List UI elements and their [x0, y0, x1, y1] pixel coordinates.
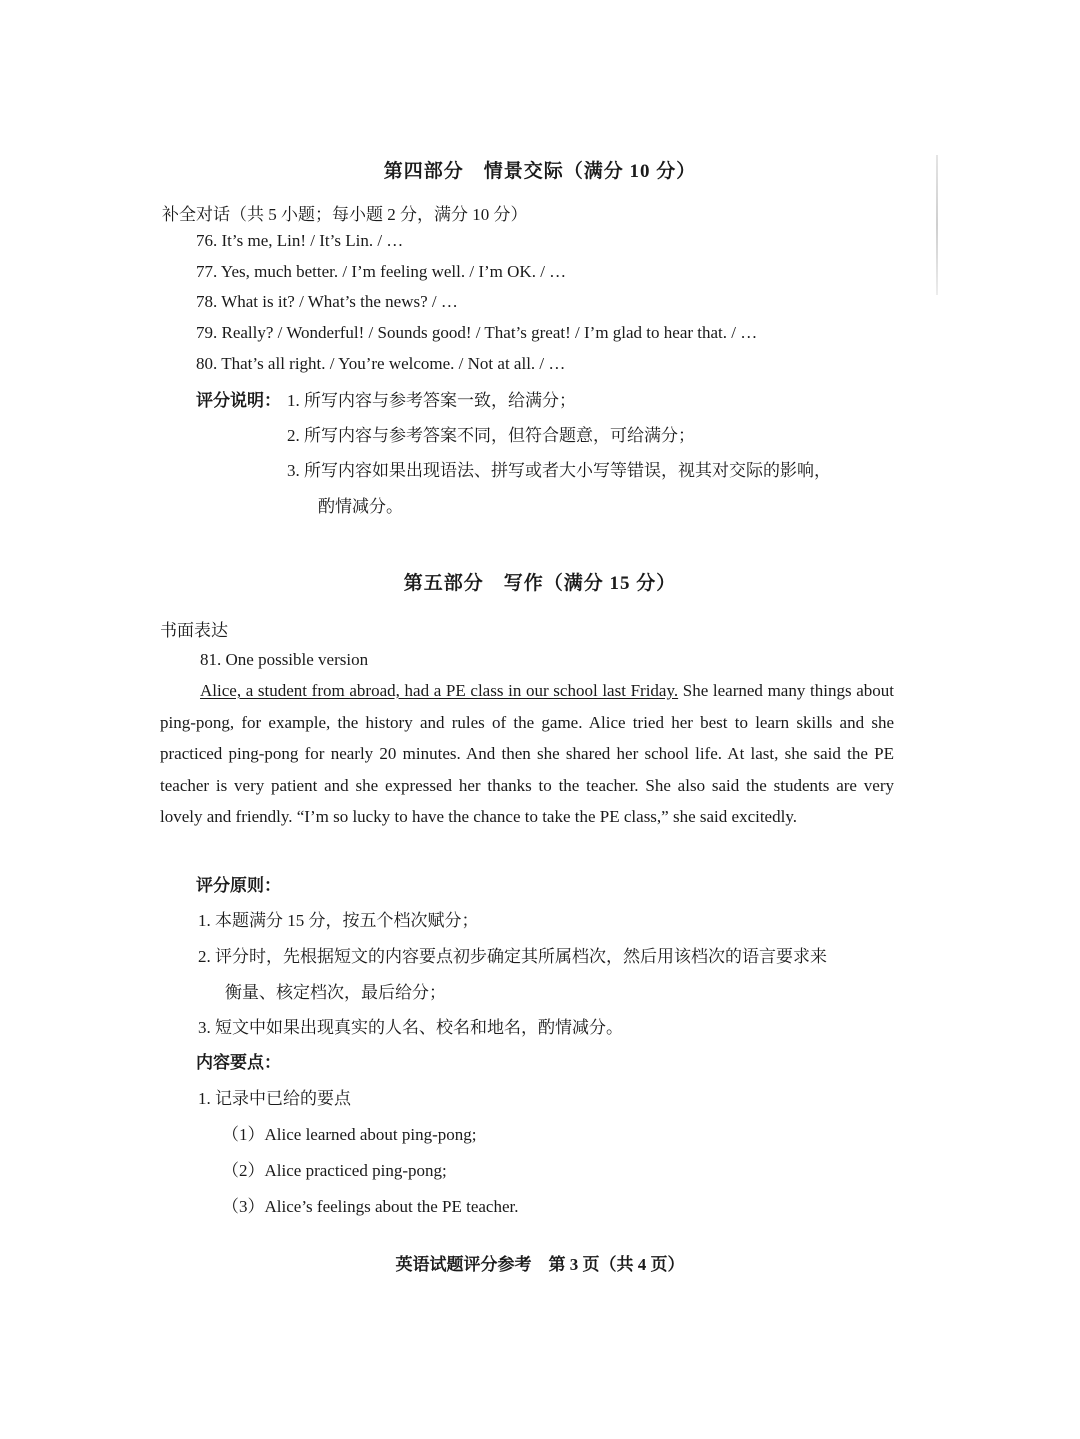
answer-79: 79. Really? / Wonderful! / Sounds good! / That’s great! / I’m glad to hear that. / … [196, 323, 758, 342]
part5-subtitle: 书面表达 [160, 621, 228, 640]
part4-title: 第四部分 情景交际（满分 10 分） [383, 161, 697, 182]
essay-underlined-sentence: Alice, a student from abroad, had a PE class in our school last Friday. [200, 681, 679, 700]
scoring-item-1: 1. 所写内容与参考答案一致，给满分； [287, 391, 576, 410]
answer-76: 76. It’s me, Lin! / It’s Lin. / … [196, 231, 404, 250]
answer-78: 78. What is it? / What’s the news? / … [196, 292, 458, 311]
scoring-item-2: 2. 所写内容与参考答案不同，但符合题意，可给满分； [287, 426, 695, 445]
content-subpoint-3: （3）Alice’s feelings about the PE teacher. [222, 1197, 519, 1216]
scoring-item-3-cont: 酌情减分。 [318, 497, 403, 516]
content-label: 内容要点： [196, 1053, 281, 1072]
scoring-item-3: 3. 所写内容如果出现语法、拼写或者大小写等错误，视其对交际的影响， [287, 461, 831, 480]
page-footer: 英语试题评分参考 第 3 页（共 4 页） [395, 1255, 685, 1274]
content-subpoint-1: （1）Alice learned about ping-pong; [222, 1125, 477, 1144]
part5-title: 第五部分 写作（满分 15 分） [403, 573, 677, 594]
answer-80: 80. That’s all right. / You’re welcome. / Not at all. / … [196, 354, 566, 373]
principles-label: 评分原则： [196, 876, 281, 895]
content-subpoint-2: （2）Alice practiced ping-pong; [222, 1161, 447, 1180]
principle-1: 1. 本题满分 15 分，按五个档次赋分； [198, 911, 479, 930]
part4-instruction: 补全对话（共 5 小题；每小题 2 分，满分 10 分） [162, 205, 528, 224]
principle-2-cont: 衡量、核定档次，最后给分； [225, 983, 446, 1002]
principle-3: 3. 短文中如果出现真实的人名、校名和地名，酌情减分。 [198, 1018, 623, 1037]
principle-2: 2. 评分时，先根据短文的内容要点初步确定其所属档次，然后用该档次的语言要求来 [198, 947, 827, 966]
essay-body: She learned many things about ping-pong, for example, the history and rules of the game. Alice tried her best to learn skills and she practiced ping-pong for nearly 20 minutes. And then she shared her school life. At last, she said the PE teacher is very patient and she expressed her thanks to the teacher. She also said the students are very lovely and friendly. “I’m so lucky to have the chance to take the PE class,” she said excitedly. [160, 681, 894, 826]
sample-essay [160, 675, 894, 833]
item-81-heading: 81. One possible version [200, 650, 369, 669]
content-point-1: 1. 记录中已给的要点 [198, 1089, 351, 1108]
answer-77: 77. Yes, much better. / I’m feeling well. / I’m OK. / … [196, 262, 567, 281]
scoring-label: 评分说明： [196, 391, 281, 410]
